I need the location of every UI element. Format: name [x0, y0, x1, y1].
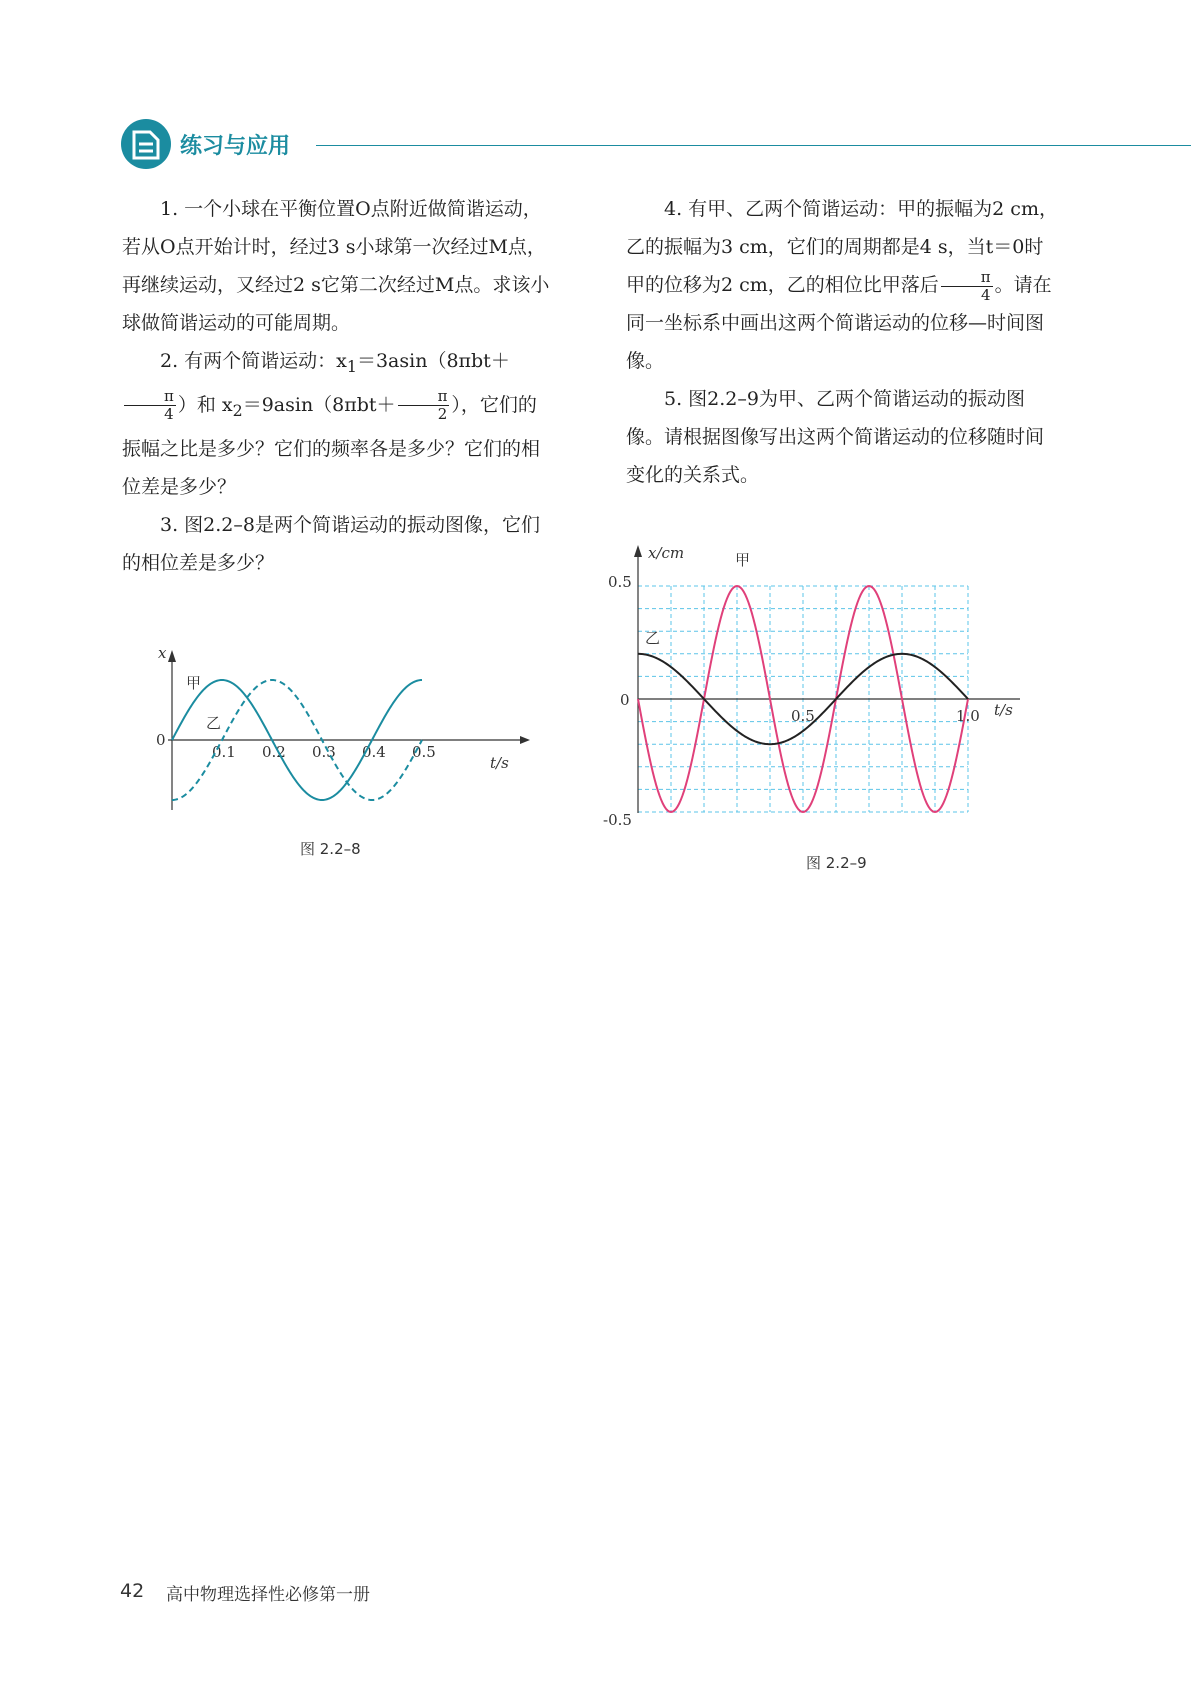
section-title: 练习与应用: [180, 134, 291, 159]
y-axis-arrow: [168, 650, 176, 662]
figure-2-caption: 图 2.2–9: [806, 854, 867, 872]
question-3: 3. 图2.2–8是两个简谐运动的振动图像，它们的相位差是多少？: [122, 513, 540, 574]
x-tick-0.3: 0.3: [312, 743, 336, 761]
x-axis-arrow: [520, 736, 530, 744]
question-2: 2. 有两个简谐运动：$x_1=3asin(8\pi bt+$ $\frac{\pi}{4}$ ）和 $x_2=9asin(8\pi bt+$ $\frac{\pi}{2}$ ），它们的振幅之比是多少？它们的频率各是多少？它们的相位差是多少？: [122, 350, 541, 498]
x-tick-0.4: 0.4: [362, 743, 386, 761]
figure-2-2-9: [600, 535, 1030, 835]
figure-1-caption: 图 2.2–8: [300, 840, 361, 858]
origin-label: 0: [620, 691, 630, 709]
x-tick-0.5: 0.5: [791, 707, 815, 725]
book-title: 高中物理选择性必修第一册: [166, 1585, 370, 1605]
x-axis-label: t/s: [994, 701, 1013, 719]
section-icon: [120, 118, 172, 170]
y-tick-0.5: 0.5: [608, 573, 632, 591]
question-4: 4. 有甲、乙两个简谐运动：甲的振幅为2 cm，乙的振幅为3 cm，它们的周期都是4 s，当t＝0时甲的位移为2 cm，乙的相位比甲落后 $\frac{\pi}{4}$ 。请在同一坐标系中画出这两个简谐运动的位移—时间图像。: [626, 198, 1058, 372]
x-tick-0.2: 0.2: [262, 743, 286, 761]
page-number: 42: [120, 1580, 145, 1602]
fraction: $\frac{\pi}{4}$: [124, 388, 176, 423]
figure-2-2-8: [150, 640, 530, 830]
right-column: [626, 190, 1059, 494]
x-tick-1.0: 1.0: [956, 707, 980, 725]
fraction: $\frac{\pi}{2}$: [398, 388, 450, 423]
y-axis-label: x/cm: [648, 544, 685, 562]
header-rule: [316, 145, 1191, 146]
question-1: 1. 一个小球在平衡位置O点附近做简谐运动，若从O点开始计时，经过3 s小球第一次经过M点，再继续运动，又经过2 s它第二次经过M点。求该小球做简谐运动的可能周期。: [122, 198, 550, 334]
x-tick-0.5: 0.5: [412, 743, 436, 761]
x-axis-label: t/s: [490, 754, 509, 772]
fraction: $\frac{\pi}{4}$: [941, 269, 993, 304]
origin-label: 0: [156, 731, 166, 749]
y-axis-arrow: [634, 545, 642, 557]
x-tick-0.1: 0.1: [212, 743, 236, 761]
y-axis-label: x: [158, 644, 167, 662]
y-tick-neg-0.5: -0.5: [603, 811, 632, 829]
legend-yi: 乙: [645, 629, 661, 647]
legend-yi: 乙: [206, 714, 222, 732]
question-5: 5. 图2.2–9为甲、乙两个简谐运动的振动图像。请根据图像写出这两个简谐运动的位移随时间变化的关系式。: [626, 388, 1045, 486]
legend-jia: 甲: [186, 674, 202, 692]
left-column: [122, 190, 555, 582]
legend-jia: 甲: [735, 551, 751, 569]
